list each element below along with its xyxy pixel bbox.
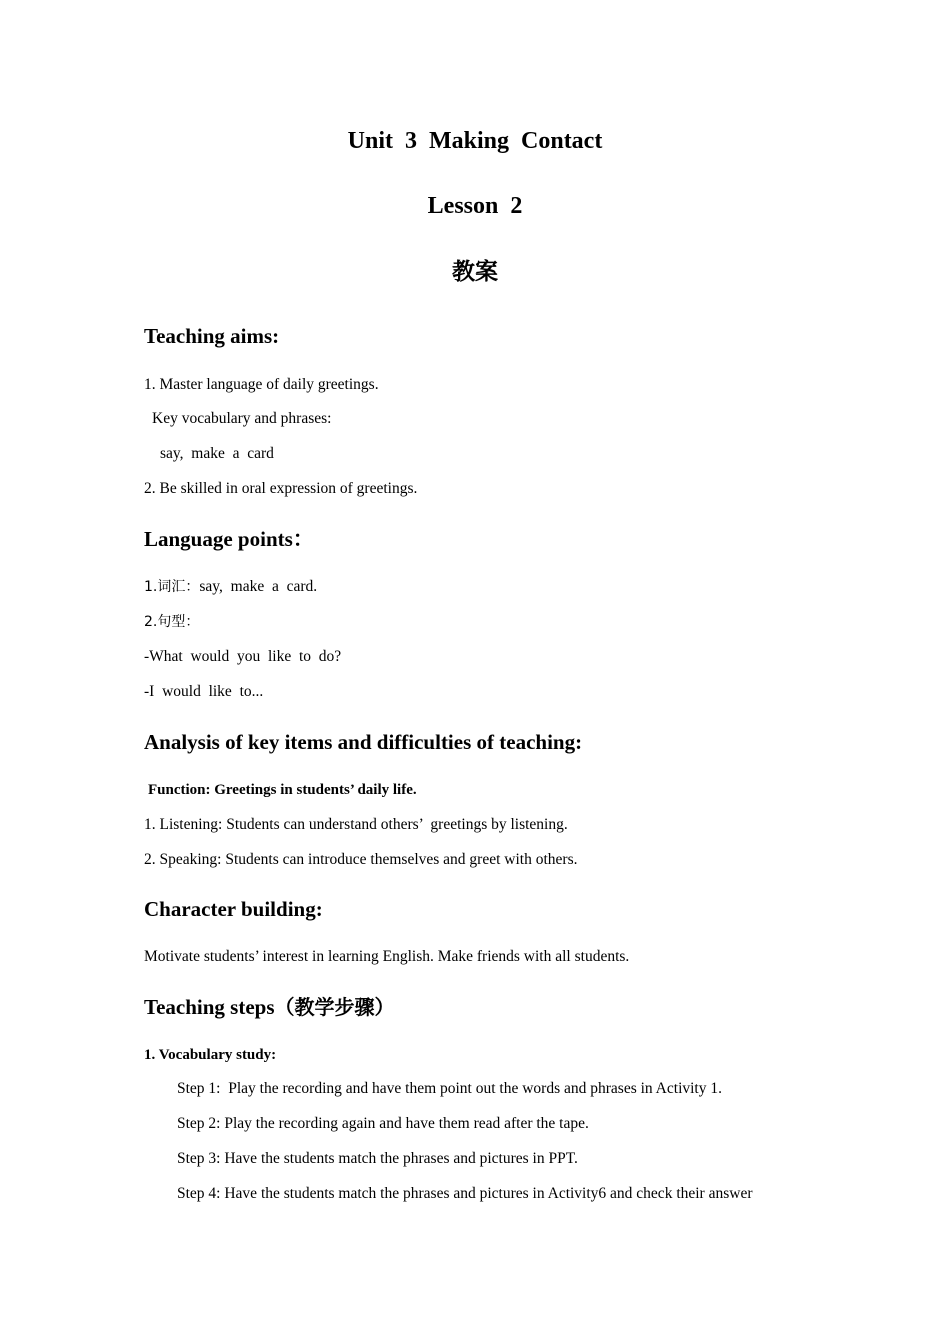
pattern-question: -What would you like to do? [144,648,342,665]
character-text: Motivate students’ interest in learning English. Make friends with all students. [144,948,630,965]
steps-heading-en: Teaching steps [144,995,275,1019]
teaching-aims-heading: Teaching aims: [144,324,280,348]
step-1: Step 1: Play the recording and have them point out the words and phrases in Activity 1. [177,1080,722,1097]
doc-type-title: 教案 [452,259,498,285]
pattern-line [144,612,199,632]
vocab-text: say, make a card. [199,578,318,595]
vocab-line [144,577,317,597]
pattern-prefix: 2.句型： [144,614,200,630]
steps-heading-cn: （教学步骤） [274,995,395,1019]
pattern-answer: -I would like to... [144,683,264,700]
aims-line-2: Key vocabulary and phrases: [152,410,332,427]
character-heading: Character building: [144,897,323,921]
teaching-steps-heading [144,994,395,1020]
lesson-subtitle: Lesson 2 [427,193,523,219]
function-line: Function: Greetings in students’ daily life. [148,782,417,798]
vocab-prefix: 1.词汇： [144,579,200,595]
step-3: Step 3: Have the students match the phrases and pictures in PPT. [177,1150,578,1167]
step-2: Step 2: Play the recording again and have them read after the tape. [177,1115,589,1132]
analysis-heading: Analysis of key items and difficulties of teaching: [144,730,583,754]
listening-line: 1. Listening: Students can understand others’ greetings by listening. [144,816,568,833]
language-points-heading: Language points： [144,527,314,551]
step-4: Step 4: Have the students match the phrases and pictures in Activity6 and check their answer [177,1185,753,1202]
aims-line-3: say, make a card [160,445,274,462]
aims-line-4: 2. Be skilled in oral expression of greetings. [144,480,418,497]
vocab-study-label: 1. Vocabulary study: [144,1047,277,1063]
aims-line-1: 1. Master language of daily greetings. [144,376,379,393]
speaking-line: 2. Speaking: Students can introduce themselves and greet with others. [144,851,578,868]
document-title: Unit 3 Making Contact [347,128,603,154]
